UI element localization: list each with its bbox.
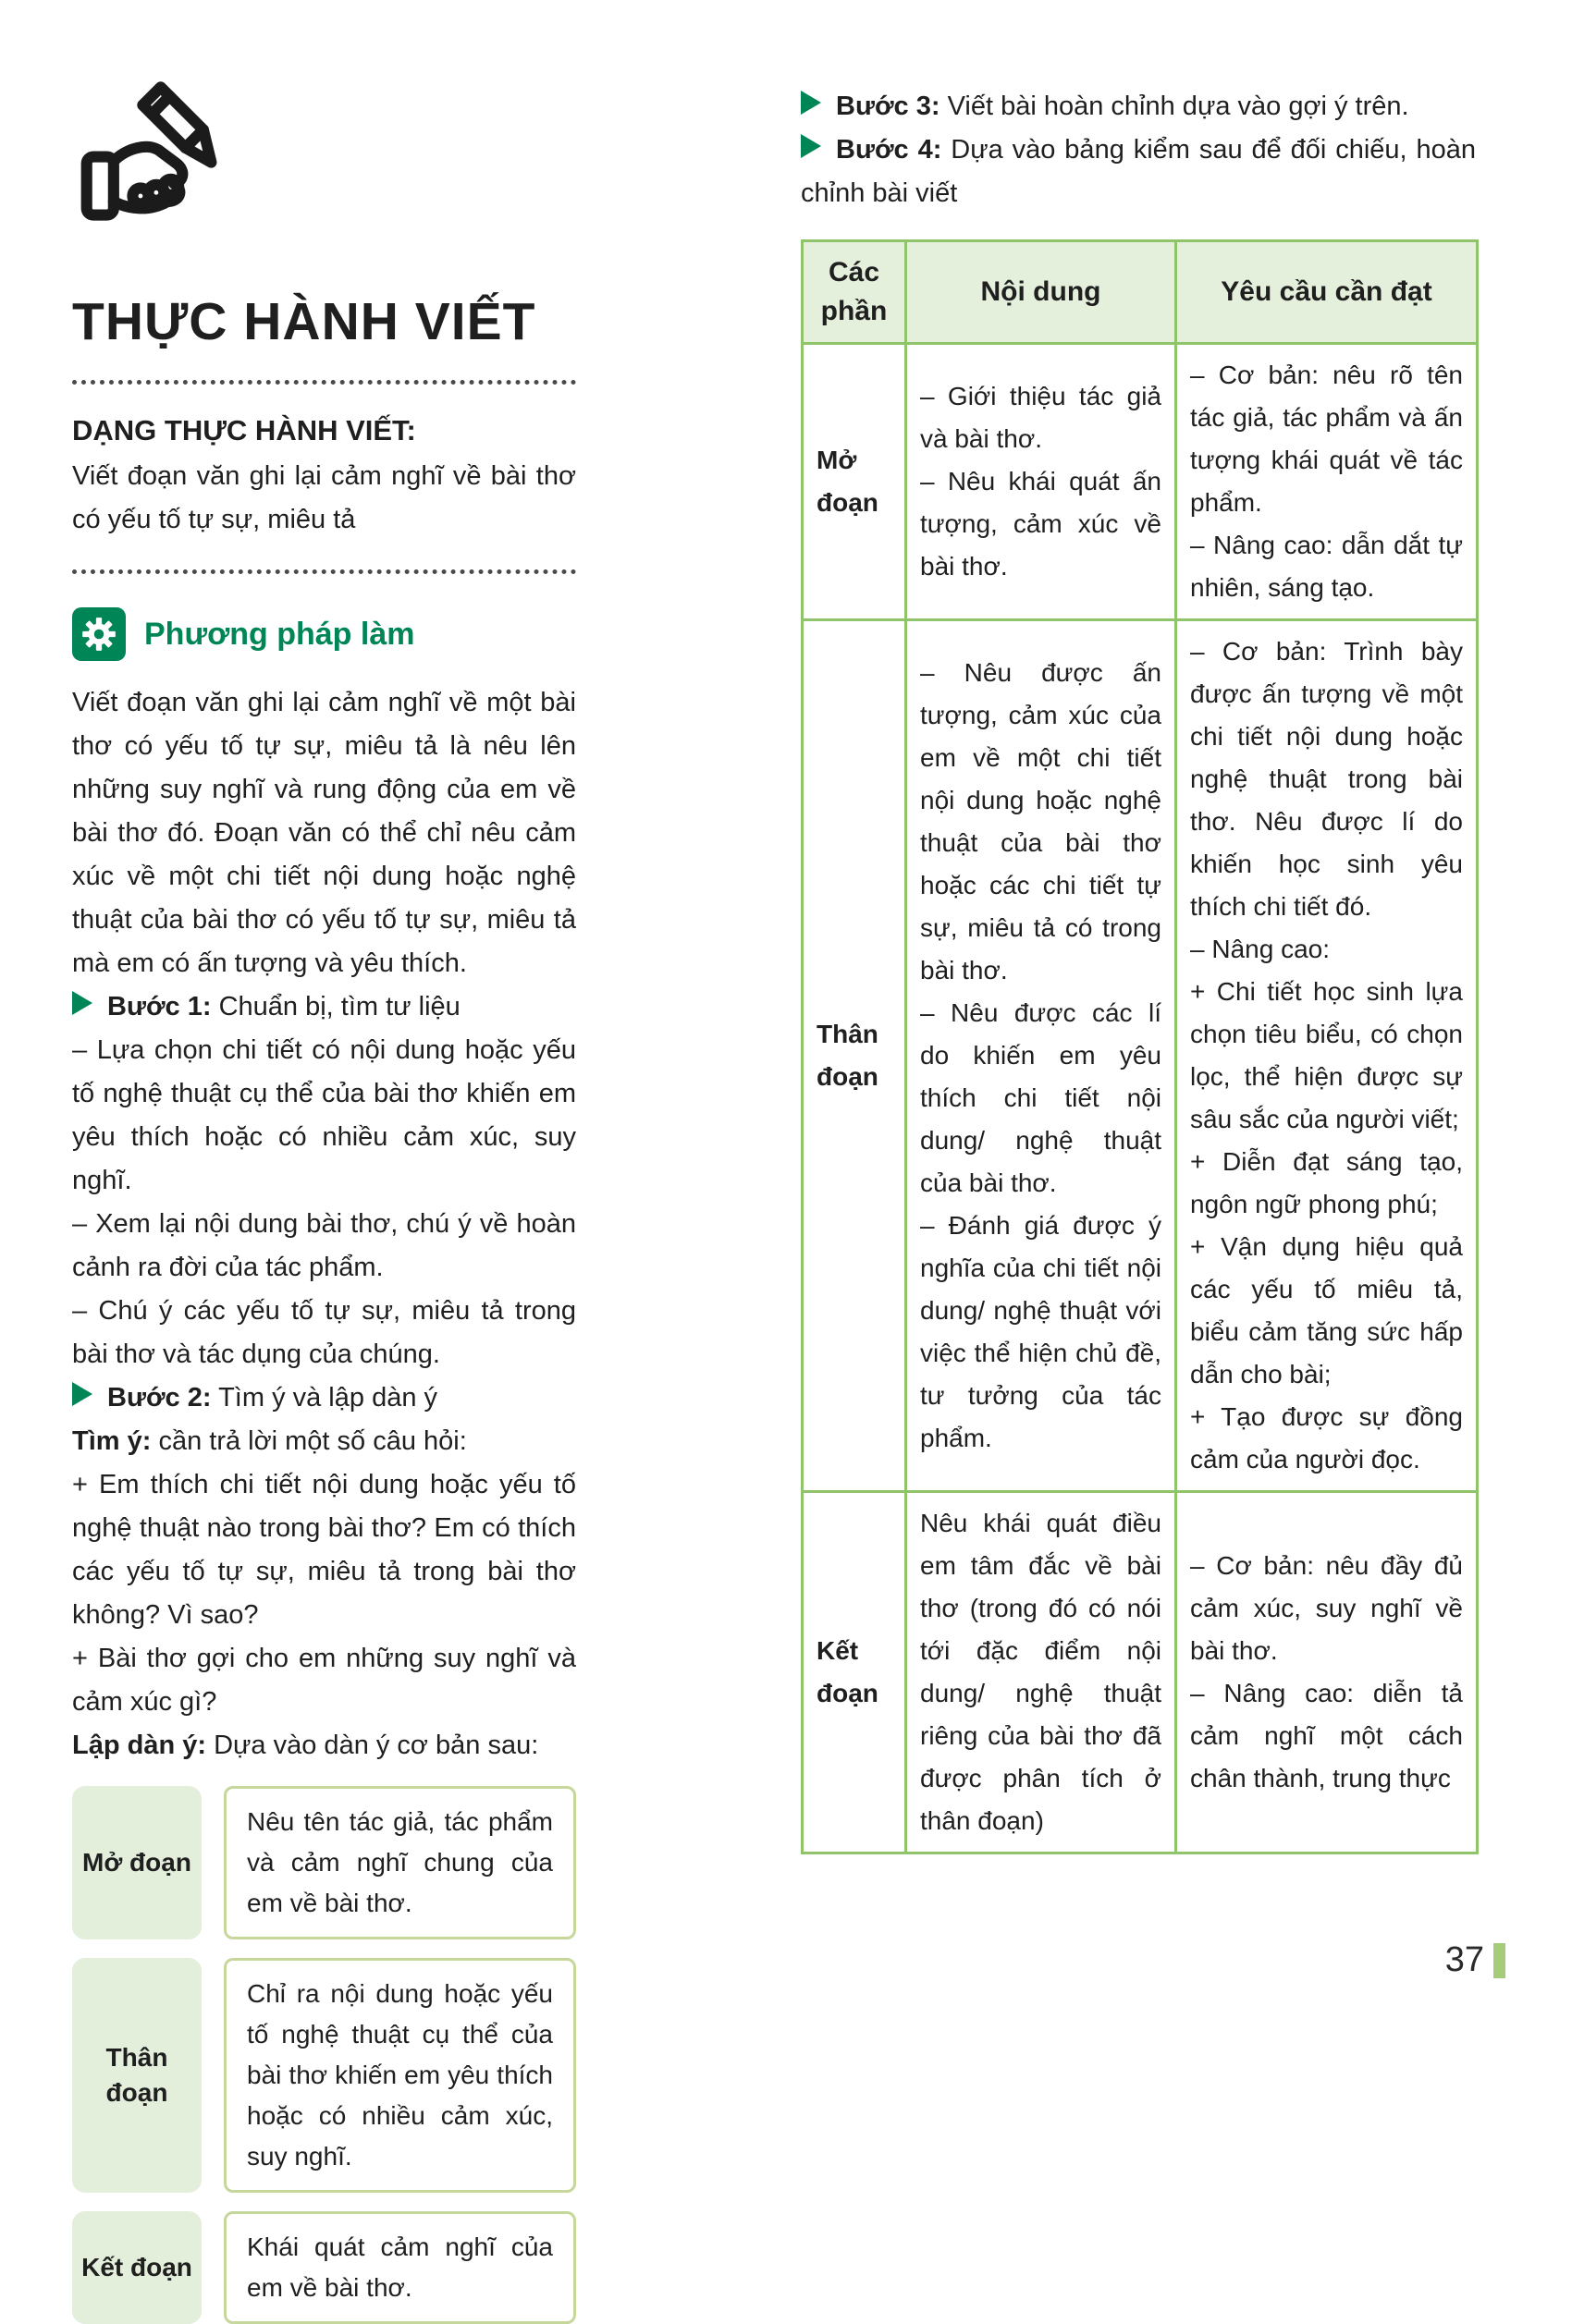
step3-text: Viết bài hoàn chỉnh dựa vào gợi ý trên.	[947, 92, 1409, 121]
page-title: THỰC HÀNH VIẾT	[72, 292, 536, 351]
table-row-open	[803, 344, 1478, 620]
list-item: – Chú ý các yếu tố tự sự, miêu tả trong bài thơ và tác dụng của chúng.	[72, 1296, 576, 1369]
list-item: – Cơ bản: nêu rõ tên tác giả, tác phẩm và ấn tượng khái quát về tác phẩm.	[1190, 361, 1463, 517]
step4-label: Bước 4:	[836, 135, 942, 165]
gear-icon	[72, 607, 126, 661]
list-item: – Nâng cao: diễn tả cảm nghĩ một cách chân thành, trung thực	[1190, 1679, 1463, 1792]
arrow-right-icon	[72, 1382, 92, 1406]
outline-row-open	[72, 1786, 576, 1939]
outline-text: Dựa vào dàn ý cơ bản sau:	[214, 1731, 539, 1760]
step1-text: Chuẩn bị, tìm tư liệu	[218, 992, 461, 1021]
arrow-right-icon	[801, 134, 821, 158]
list-item: – Xem lại nội dung bài thơ, chú ý về hoàn cảnh ra đời của tác phẩm.	[72, 1209, 576, 1282]
content-cell	[906, 1492, 1176, 1853]
header-requirement: Yêu cầu cần đạt	[1176, 241, 1478, 344]
outline-content-box: Khái quát cảm nghĩ của em về bài thơ.	[224, 2211, 576, 2324]
method-section-header	[72, 607, 576, 661]
table-header-row	[803, 241, 1478, 344]
table-row-body	[803, 620, 1478, 1492]
part-cell: Mở đoạn	[803, 344, 906, 620]
page-number-bar	[1493, 1943, 1505, 1978]
step4-text: Dựa vào bảng kiểm sau để đối chiếu, hoàn chỉnh bài viết	[801, 135, 1477, 208]
content-cell	[906, 344, 1176, 620]
list-item: – Nâng cao:	[1190, 935, 1330, 963]
arrow-right-icon	[72, 991, 92, 1015]
checklist-table	[801, 239, 1479, 1854]
right-column	[801, 85, 1476, 1854]
step3-label: Bước 3:	[836, 92, 940, 121]
list-item: – Đánh giá được ý nghĩa của chi tiết nội dung/ nghệ thuật với việc thể hiện chủ đề, tư tưởng của tác phẩm.	[920, 1211, 1161, 1452]
part-cell: Kết đoạn	[803, 1492, 906, 1853]
dotted-divider-top	[72, 380, 576, 385]
list-item: – Lựa chọn chi tiết có nội dung hoặc yếu tố nghệ thuật cụ thể của bài thơ khiến em yêu thích hoặc có nhiều cảm xúc, suy nghĩ.	[72, 1035, 576, 1195]
list-item: + Chi tiết học sinh lựa chọn tiêu biểu, có chọn lọc, thể hiện được sự sâu sắc của người viết;	[1190, 977, 1463, 1133]
list-item: – Giới thiệu tác giả và bài thơ.	[920, 382, 1161, 453]
list-item: + Tạo được sự đồng cảm của người đọc.	[1190, 1402, 1463, 1474]
left-column	[72, 74, 576, 2324]
page-number	[1445, 1940, 1505, 1980]
outline-label-box: Thân đoạn	[72, 1958, 202, 2193]
requirement-cell	[1176, 344, 1478, 620]
method-intro: Viết đoạn văn ghi lại cảm nghĩ về một bài thơ có yếu tố tự sự, miêu tả là nêu lên những suy nghĩ và rung động của em về bài thơ đó. Đoạn văn có thể chỉ nêu cảm xúc về một chi tiết nội dung hoặc nghệ thuật của bài thơ có yếu tố tự sự, miêu tả mà em có ấn tượng và yêu thích.	[72, 688, 576, 978]
list-item: – Cơ bản: Trình bày được ấn tượng về một chi tiết nội dung hoặc nghệ thuật trong bài thơ. Nêu được lí do khiến học sinh yêu thích chi tiết đó.	[1190, 637, 1463, 921]
list-item: – Nâng cao: dẫn dắt tự nhiên, sáng tạo.	[1190, 531, 1463, 602]
step2-text: Tìm ý và lập dàn ý	[218, 1383, 438, 1413]
part-cell: Thân đoạn	[803, 620, 906, 1492]
list-item: – Nêu được các lí do khiến em yêu thích chi tiết nội dung/ nghệ thuật của bài thơ.	[920, 998, 1161, 1197]
step2-line	[72, 1376, 576, 1420]
table-row-close	[803, 1492, 1478, 1853]
requirement-cell	[1176, 620, 1478, 1492]
outline-label-box: Kết đoạn	[72, 2211, 202, 2324]
form-type-heading: DẠNG THỰC HÀNH VIẾT:	[72, 414, 416, 446]
content-cell	[906, 620, 1176, 1492]
list-item: – Cơ bản: nêu đầy đủ cảm xúc, suy nghĩ về bài thơ.	[1190, 1551, 1463, 1665]
outline-row-body	[72, 1958, 576, 2193]
step3-line	[801, 85, 1476, 128]
arrow-right-icon	[801, 91, 821, 115]
find-ideas-label: Tìm ý:	[72, 1426, 152, 1456]
outline-label: Lập dàn ý:	[72, 1731, 207, 1760]
requirement-cell	[1176, 1492, 1478, 1853]
step1-items	[72, 1029, 576, 1376]
list-item: + Vận dụng hiệu quả các yếu tố miêu tả, biểu cảm tăng sức hấp dẫn cho bài;	[1190, 1232, 1463, 1388]
outline-row-close	[72, 2211, 576, 2324]
outline-label-box: Mở đoạn	[72, 1786, 202, 1939]
form-type-text: Viết đoạn văn ghi lại cảm nghĩ về bài thơ có yếu tố tự sự, miêu tả	[72, 461, 576, 534]
find-ideas-line	[72, 1420, 576, 1463]
outline-line	[72, 1724, 576, 1767]
dotted-divider-bottom	[72, 569, 576, 574]
header-content: Nội dung	[906, 241, 1176, 344]
list-item: + Bài thơ gợi cho em những suy nghĩ và cảm xúc gì?	[72, 1644, 576, 1717]
outline-content-box: Chỉ ra nội dung hoặc yếu tố nghệ thuật cụ thể của bài thơ khiến em yêu thích hoặc có nhiều cảm xúc, suy nghĩ.	[224, 1958, 576, 2193]
step1-label: Bước 1:	[107, 992, 212, 1021]
page-number-text: 37	[1444, 1940, 1484, 1979]
step4-line	[801, 128, 1476, 215]
outline-content-box: Nêu tên tác giả, tác phẩm và cảm nghĩ chung của em về bài thơ.	[224, 1786, 576, 1939]
list-item: + Diễn đạt sáng tạo, ngôn ngữ phong phú;	[1190, 1147, 1463, 1218]
list-item: – Nêu được ấn tượng, cảm xúc của em về một chi tiết nội dung hoặc nghệ thuật của bài thơ hoặc các chi tiết tự sự, miêu tả có trong bài thơ.	[920, 658, 1161, 985]
list-item: – Nêu khái quát ấn tượng, cảm xúc về bài thơ.	[920, 467, 1161, 581]
find-ideas-questions	[72, 1463, 576, 1724]
list-item: + Em thích chi tiết nội dung hoặc yếu tố nghệ thuật nào trong bài thơ? Em có thích các yếu tố tự sự, miêu tả trong bài thơ không? Vì sao?	[72, 1470, 576, 1630]
method-heading: Phương pháp làm	[144, 617, 415, 652]
writing-hand-icon	[78, 74, 576, 260]
step2-label: Bước 2:	[107, 1383, 212, 1413]
list-item: Nêu khái quát điều em tâm đắc về bài thơ (trong đó có nói tới đặc điểm nội dung/ nghệ thuật riêng của bài thơ đã được phân tích ở thân đoạn)	[920, 1509, 1161, 1835]
step1-line	[72, 985, 576, 1029]
find-ideas-text: cần trả lời một số câu hỏi:	[158, 1426, 467, 1456]
header-parts: Các phần	[803, 241, 906, 344]
